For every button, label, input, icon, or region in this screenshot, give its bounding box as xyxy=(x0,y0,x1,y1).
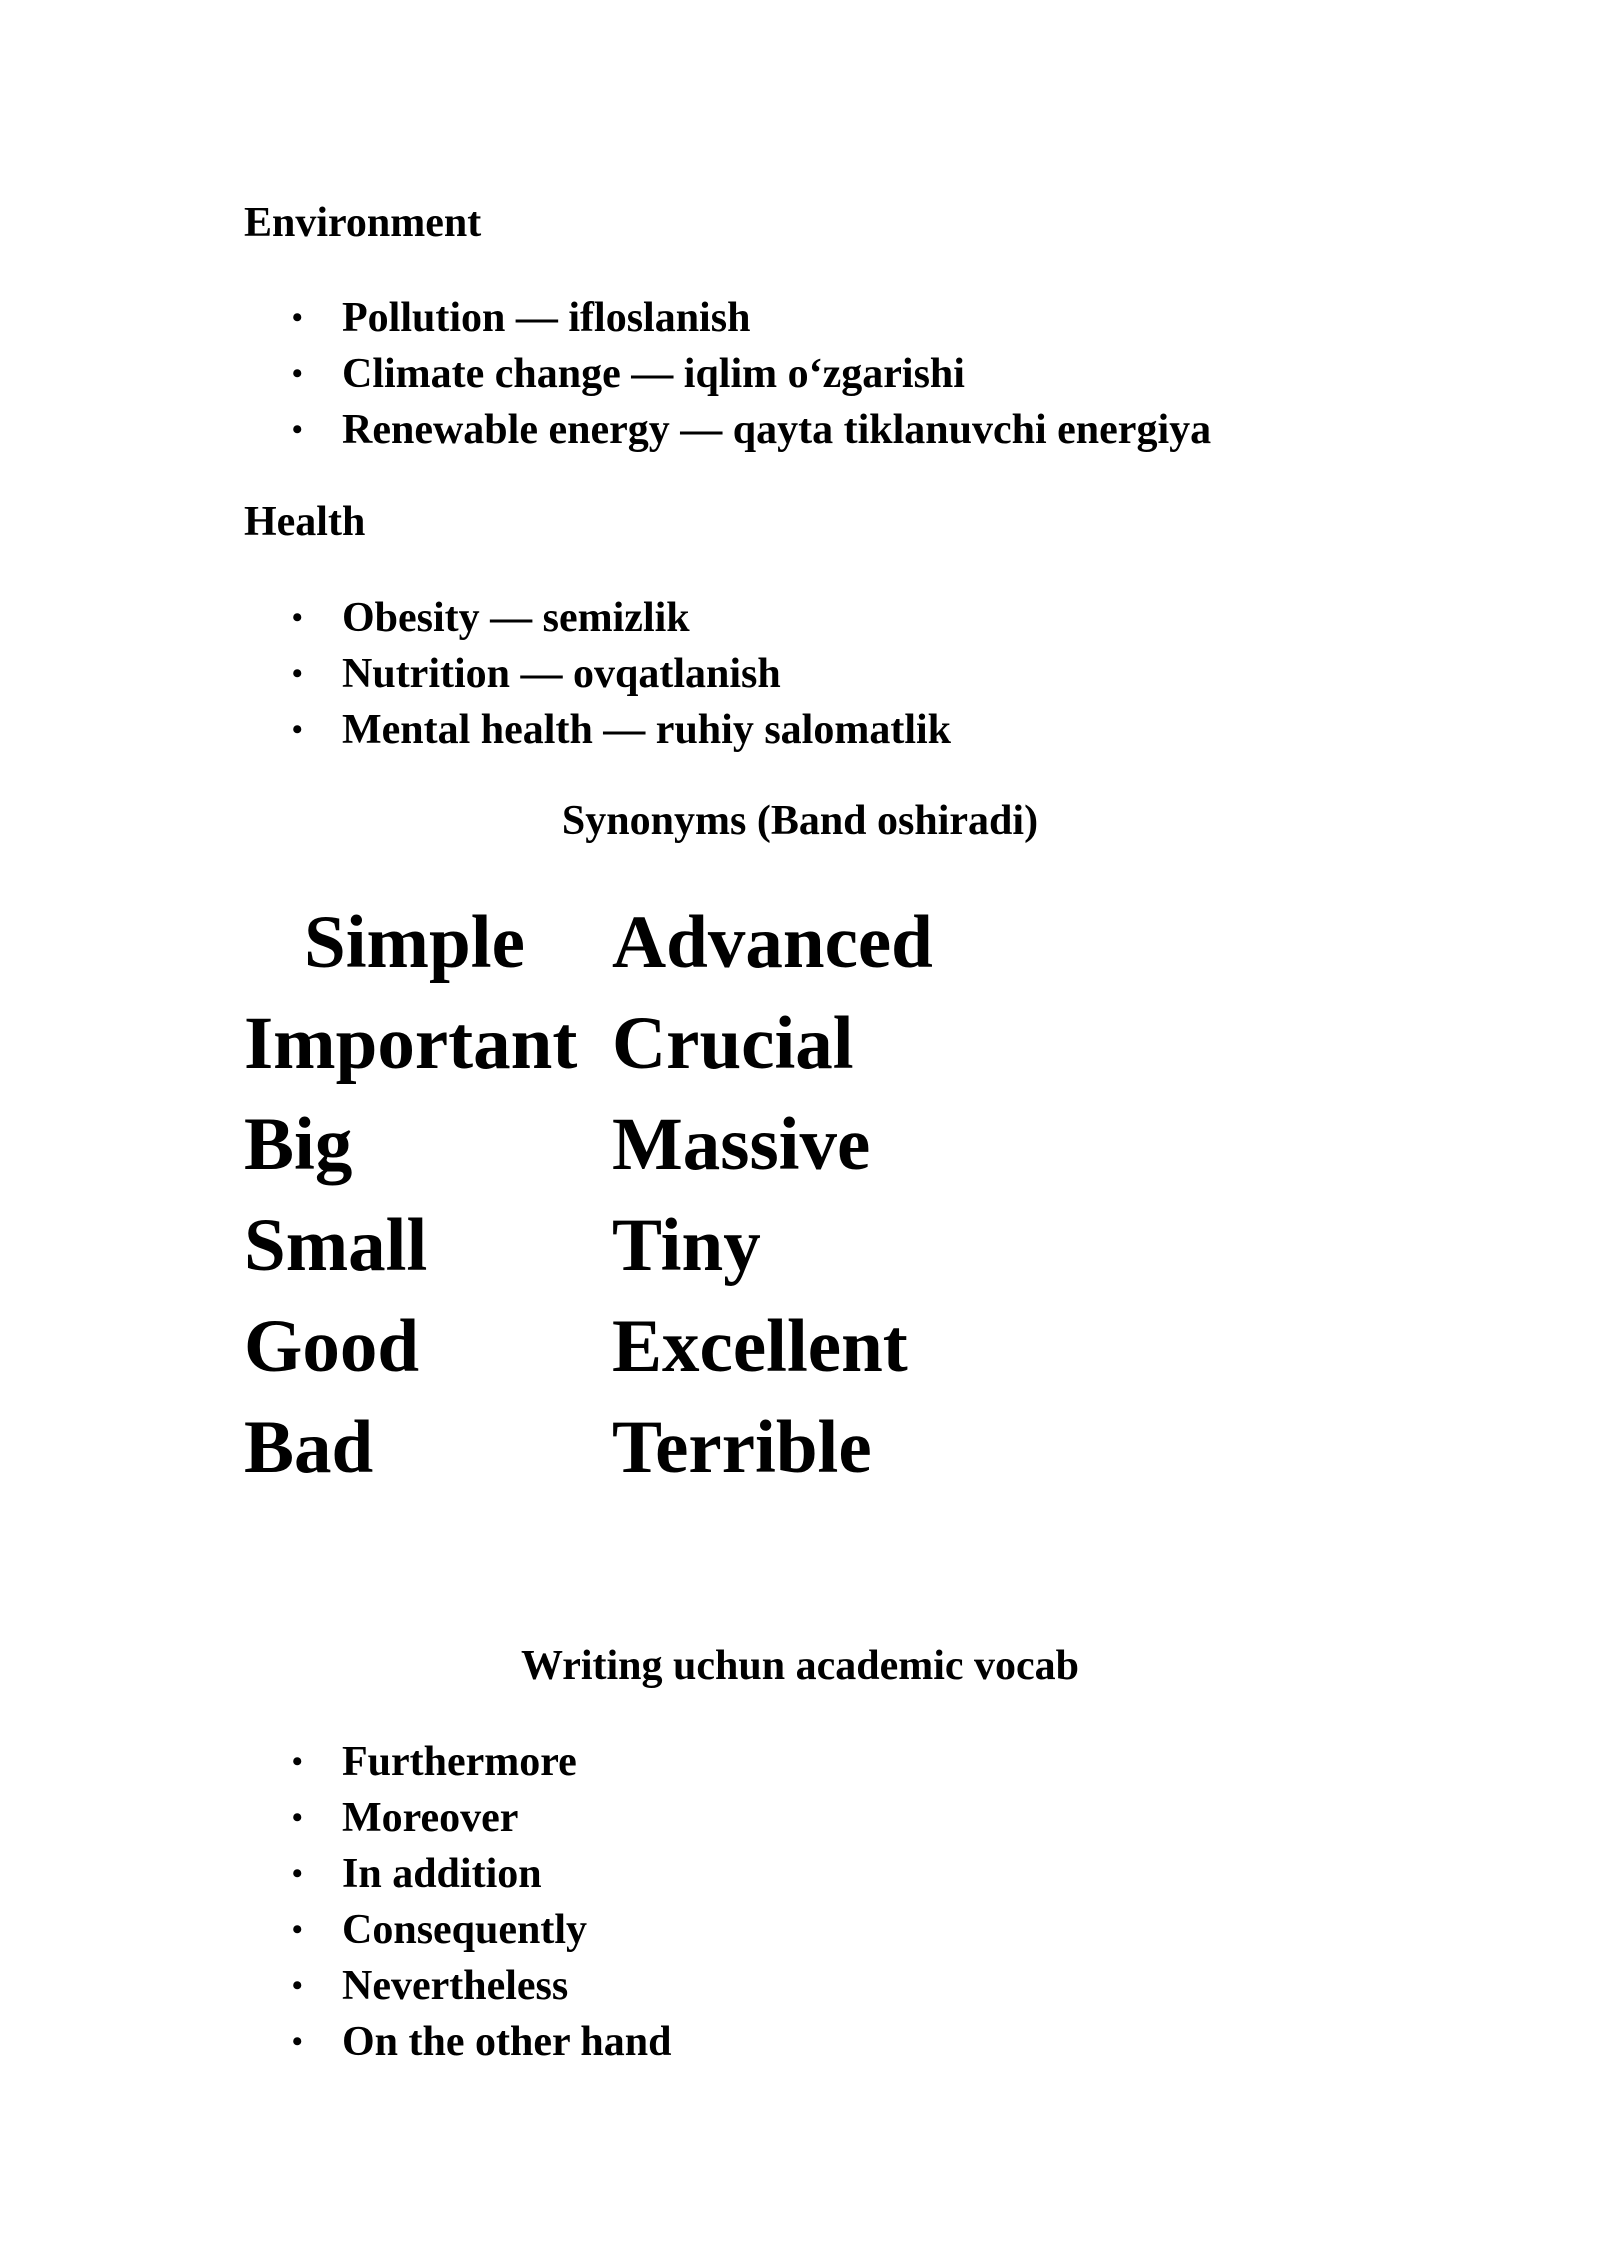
list-item-text: On the other hand xyxy=(342,2019,672,2065)
list-item xyxy=(244,1958,671,2014)
list-item-text: Consequently xyxy=(342,1907,588,1953)
list-item-text: Nevertheless xyxy=(342,1963,569,2009)
list-item xyxy=(244,290,1211,346)
bullet-icon: • xyxy=(292,301,303,334)
environment-list xyxy=(244,290,1211,458)
advanced-word: Terrible xyxy=(612,1406,872,1489)
health-heading: Health xyxy=(244,499,366,545)
advanced-word: Advanced xyxy=(612,901,933,984)
list-item xyxy=(244,1846,671,1902)
synonym-row xyxy=(244,993,933,1094)
synonym-row xyxy=(244,1195,933,1296)
bullet-icon: • xyxy=(292,413,303,446)
list-item-text: Obesity — semizlik xyxy=(342,595,690,641)
bullet-icon: • xyxy=(292,1801,303,1834)
synonyms-table xyxy=(244,892,933,1498)
list-item xyxy=(244,702,951,758)
bullet-icon: • xyxy=(292,1745,303,1778)
bullet-icon: • xyxy=(292,1913,303,1946)
list-item-text: Mental health — ruhiy salomatlik xyxy=(342,707,952,753)
academic-vocab-heading: Writing uchun academic vocab xyxy=(520,1643,1080,1689)
list-item xyxy=(244,590,951,646)
synonym-row xyxy=(244,1296,933,1397)
list-item-text: Renewable energy — qayta tiklanuvchi energiya xyxy=(342,407,1212,453)
synonym-row xyxy=(244,1094,933,1195)
list-item xyxy=(244,1734,671,1790)
simple-word: Important xyxy=(244,1002,578,1085)
list-item xyxy=(244,2014,671,2070)
list-item-text: Nutrition — ovqatlanish xyxy=(342,651,781,697)
list-item xyxy=(244,402,1211,458)
environment-heading: Environment xyxy=(244,200,482,246)
simple-word: Small xyxy=(244,1204,428,1287)
list-item-text: Pollution — ifloslanish xyxy=(342,295,751,341)
list-item xyxy=(244,646,951,702)
bullet-icon: • xyxy=(292,713,303,746)
list-item-text: In addition xyxy=(342,1851,542,1897)
simple-word: Big xyxy=(244,1103,353,1186)
advanced-word: Massive xyxy=(612,1103,871,1186)
list-item-text: Moreover xyxy=(342,1795,519,1841)
synonym-row xyxy=(244,892,933,993)
list-item-text: Climate change — iqlim o‘zgarishi xyxy=(342,351,965,397)
bullet-icon: • xyxy=(292,657,303,690)
advanced-word: Crucial xyxy=(612,1002,854,1085)
list-item-text: Furthermore xyxy=(342,1739,577,1785)
synonym-row xyxy=(244,1397,933,1498)
simple-word: Bad xyxy=(244,1406,374,1489)
advanced-word: Tiny xyxy=(612,1204,761,1287)
bullet-icon: • xyxy=(292,2025,303,2058)
list-item xyxy=(244,346,1211,402)
bullet-icon: • xyxy=(292,1969,303,2002)
bullet-icon: • xyxy=(292,357,303,390)
academic-vocab-list xyxy=(244,1734,671,2070)
advanced-word: Excellent xyxy=(612,1305,908,1388)
synonyms-heading: Synonyms (Band oshiradi) xyxy=(561,798,1039,844)
bullet-icon: • xyxy=(292,1857,303,1890)
simple-word: Good xyxy=(244,1305,420,1388)
list-item xyxy=(244,1902,671,1958)
health-list xyxy=(244,590,951,758)
simple-word: Simple xyxy=(304,901,525,984)
list-item xyxy=(244,1790,671,1846)
bullet-icon: • xyxy=(292,601,303,634)
